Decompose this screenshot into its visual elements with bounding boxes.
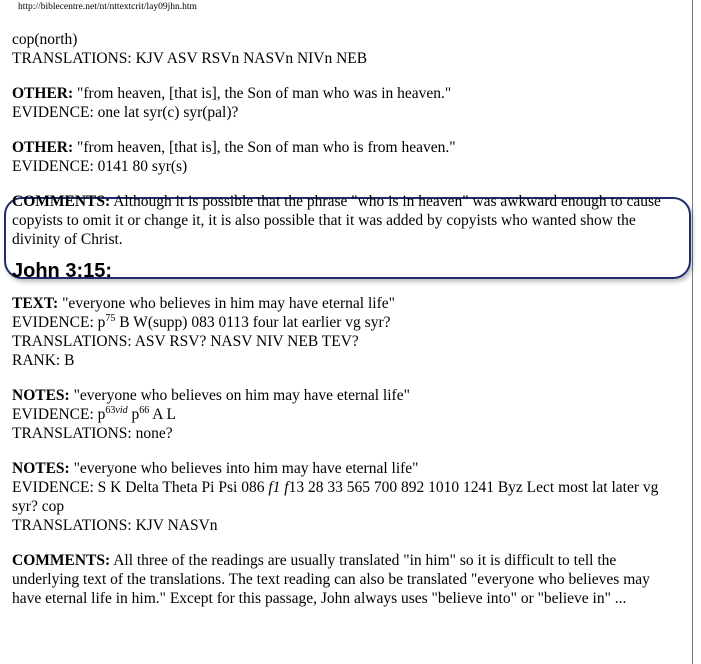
evidence-label: EVIDENCE: xyxy=(12,158,94,175)
papyrus-number: 66 xyxy=(139,405,150,416)
family-1: f1 xyxy=(268,479,281,496)
notes-reading-1 xyxy=(12,386,692,405)
notes-label: NOTES: xyxy=(12,387,70,404)
translations-line xyxy=(12,424,692,443)
evidence-line xyxy=(12,313,692,332)
comments-text-line: divinity of Christ. xyxy=(12,231,123,248)
evidence-label: EVIDENCE: xyxy=(12,479,94,496)
comments-text-line: copyists to omit it or change it, it is also possible that it was added by copyists who wanted show the xyxy=(12,212,636,229)
evidence-value: p xyxy=(93,406,106,423)
section-heading: John 3:15: xyxy=(12,260,113,282)
witness-line: cop(north) xyxy=(12,31,78,48)
comments-paragraph-1 xyxy=(12,192,692,249)
text-value: "everyone who believes in him may have eternal life" xyxy=(58,295,395,312)
evidence-line xyxy=(12,478,692,497)
other-label: OTHER: xyxy=(12,85,74,102)
translations-value: none? xyxy=(131,425,173,442)
other-text: "from heaven, [that is], the Son of man who was in heaven." xyxy=(73,85,452,102)
evidence-value: p xyxy=(127,406,140,423)
translations-label: TRANSLATIONS: xyxy=(12,50,132,67)
evidence-value: p xyxy=(93,314,106,331)
other-label: OTHER: xyxy=(12,139,74,156)
comments-text-line: have eternal life in him." Except for this passage, John always uses "believe into" or "believe in" ... xyxy=(12,590,627,607)
evidence-label: EVIDENCE: xyxy=(12,406,94,423)
scrollbar-edge[interactable] xyxy=(692,0,693,664)
translations-label: TRANSLATIONS: xyxy=(12,425,132,442)
evidence-line xyxy=(12,405,692,424)
translations-line xyxy=(12,516,692,535)
evidence-line xyxy=(12,157,692,176)
translations-value: KJV ASV RSVn NASVn NIVn NEB xyxy=(131,50,368,67)
papyrus-number-digits: 63 xyxy=(105,405,116,416)
comments-text-line: Although it is possible that the phrase "who is in heaven" was awkward enough to cause xyxy=(110,193,661,210)
comments-label: COMMENTS: xyxy=(12,552,111,569)
rank-line xyxy=(12,351,692,370)
evidence-value: 13 28 33 565 700 892 1010 1241 Byz Lect most lat later vg xyxy=(288,479,659,496)
text-label: TEXT: xyxy=(12,295,59,312)
other-reading-2 xyxy=(12,138,692,157)
other-reading-1 xyxy=(12,84,692,103)
papyrus-vid: vid xyxy=(115,405,128,416)
evidence-line xyxy=(12,103,692,122)
document-body xyxy=(12,30,692,608)
notes-reading-2 xyxy=(12,459,692,478)
comments-text-line: All three of the readings are usually translated "in him" so it is difficult to tell the xyxy=(110,552,617,569)
evidence-line-continued: syr? cop xyxy=(12,498,65,515)
comments-paragraph-2 xyxy=(12,551,692,608)
evidence-value: S K Delta Theta Pi Psi 086 xyxy=(93,479,269,496)
evidence-value: B W(supp) 083 0113 four lat earlier vg syr? xyxy=(115,314,391,331)
papyrus-number xyxy=(105,405,127,416)
other-text: "from heaven, [that is], the Son of man who is from heaven." xyxy=(73,139,456,156)
evidence-label: EVIDENCE: xyxy=(12,104,94,121)
translations-value: KJV NASVn xyxy=(131,517,218,534)
papyrus-number: 75 xyxy=(105,313,116,324)
rank-value: B xyxy=(60,352,75,369)
page-url: http://biblecentre.net/nt/nttextcrit/lay09jhn.htm xyxy=(18,2,197,12)
evidence-value: 0141 80 syr(s) xyxy=(93,158,188,175)
evidence-value: one lat syr(c) syr(pal)? xyxy=(93,104,239,121)
evidence-value: A L xyxy=(149,406,176,423)
evidence-label: EVIDENCE: xyxy=(12,314,94,331)
translations-value: ASV RSV? NASV NIV NEB TEV? xyxy=(131,333,359,350)
translations-line xyxy=(12,49,692,68)
rank-label: RANK: xyxy=(12,352,61,369)
notes-text: "everyone who believes on him may have eternal life" xyxy=(69,387,410,404)
text-reading xyxy=(12,294,692,313)
translations-label: TRANSLATIONS: xyxy=(12,333,132,350)
notes-text: "everyone who believes into him may have eternal life" xyxy=(69,460,419,477)
translations-line xyxy=(12,332,692,351)
translations-label: TRANSLATIONS: xyxy=(12,517,132,534)
family-13: f xyxy=(284,479,289,496)
notes-label: NOTES: xyxy=(12,460,70,477)
comments-text-line: underlying text of the translations. The text reading can also be translated "everyone who believes may xyxy=(12,571,650,588)
comments-label: COMMENTS: xyxy=(12,193,111,210)
